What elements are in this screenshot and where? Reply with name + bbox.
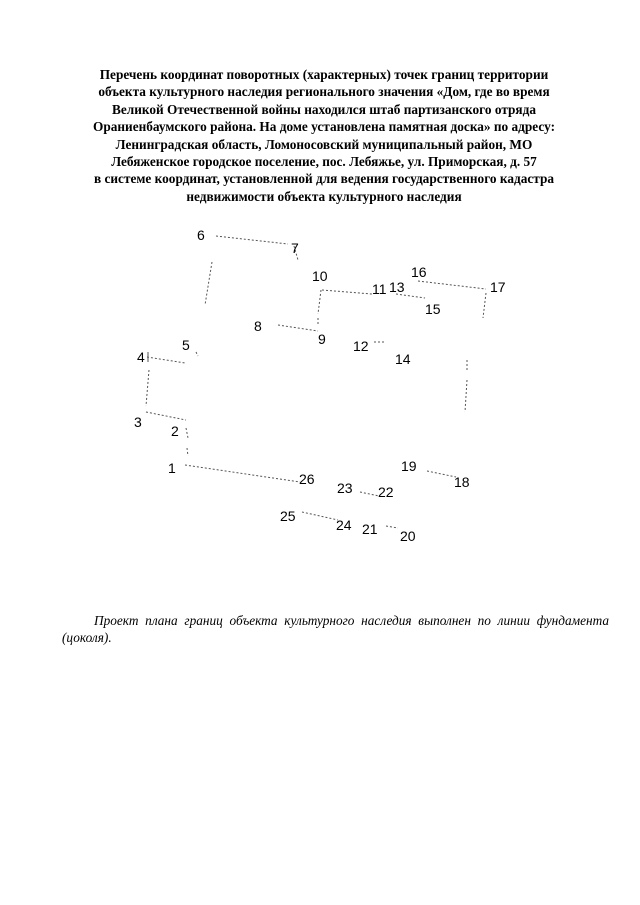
boundary-segment bbox=[185, 465, 300, 482]
boundary-segment bbox=[302, 512, 338, 520]
boundary-segment bbox=[187, 448, 188, 456]
point-label: 26 bbox=[299, 471, 315, 487]
point-label: 9 bbox=[318, 331, 326, 347]
boundary-segment bbox=[196, 352, 198, 356]
point-label: 21 bbox=[362, 521, 378, 537]
title-line: в системе координат, установленной для ведения государственного кадастра bbox=[93, 171, 555, 187]
title-line: объекта культурного наследия регионального значения «Дом, где во время bbox=[98, 84, 550, 100]
point-label: 18 bbox=[454, 474, 470, 490]
boundary-segment bbox=[465, 380, 467, 412]
point-label: 3 bbox=[134, 414, 142, 430]
point-label: 13 bbox=[389, 279, 405, 295]
boundary-segment bbox=[205, 262, 212, 305]
point-label: 19 bbox=[401, 458, 417, 474]
boundary-segment bbox=[386, 526, 398, 528]
point-label: 22 bbox=[378, 484, 394, 500]
point-label: 10 bbox=[312, 268, 328, 284]
boundary-segment bbox=[322, 290, 372, 294]
point-label: 16 bbox=[411, 264, 427, 280]
boundary-segment bbox=[278, 325, 318, 331]
boundary-segment bbox=[186, 428, 188, 438]
title-line: недвижимости объекта культурного наследия bbox=[186, 188, 462, 204]
boundary-segment bbox=[483, 293, 486, 318]
point-label: 4 bbox=[137, 349, 145, 365]
boundary-segment bbox=[418, 281, 486, 289]
boundary-segment bbox=[146, 370, 149, 406]
boundary-segment bbox=[147, 357, 185, 363]
point-label: 12 bbox=[353, 338, 369, 354]
point-label: 20 bbox=[400, 528, 416, 544]
point-label: 1 bbox=[168, 460, 176, 476]
boundary-segment bbox=[216, 236, 288, 244]
point-label: 23 bbox=[337, 480, 353, 496]
point-labels bbox=[134, 227, 506, 544]
title-line: Ленинградская область, Ломоносовский муниципальный район, МО bbox=[115, 136, 533, 152]
point-label: 8 bbox=[254, 318, 262, 334]
point-label: 25 bbox=[280, 508, 296, 524]
boundary-segment bbox=[360, 492, 379, 496]
point-label: 5 bbox=[182, 337, 190, 353]
boundary-segment bbox=[146, 412, 186, 420]
point-label: 14 bbox=[395, 351, 411, 367]
boundary-segment bbox=[427, 471, 456, 477]
point-label: 17 bbox=[490, 279, 506, 295]
plan-note: Проект плана границ объекта культурного наследия выполнен по линии фундамента (цоколя). bbox=[62, 613, 609, 646]
point-label: 15 bbox=[425, 301, 441, 317]
title-line: Перечень координат поворотных (характерных) точек границ территории bbox=[99, 67, 549, 82]
point-label: 11 bbox=[372, 281, 387, 297]
point-label: 6 bbox=[197, 227, 205, 243]
point-label: 24 bbox=[336, 517, 352, 533]
title-line: Ораниенбаумского района. На доме установлена памятная доска» по адресу: bbox=[92, 119, 555, 135]
point-label: 7 bbox=[291, 240, 299, 256]
point-label: 2 bbox=[171, 423, 179, 439]
boundary-segment bbox=[318, 290, 321, 314]
title-line: Лебяженское городское поселение, пос. Лебяжье, ул. Приморская, д. 57 bbox=[111, 154, 537, 170]
title-line: Великой Отечественной войны находился штаб партизанского отряда bbox=[111, 101, 536, 117]
